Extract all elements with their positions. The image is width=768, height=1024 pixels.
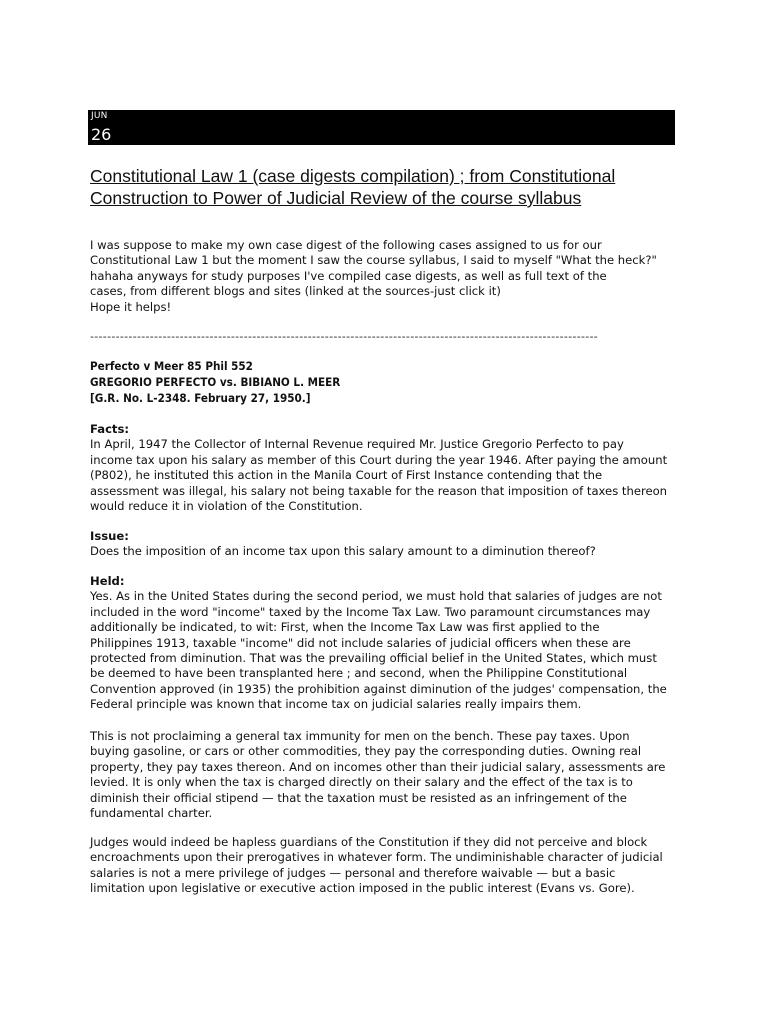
intro-line: Hope it helps!: [90, 299, 172, 314]
intro-line: hahaha anyways for study purposes I've compiled case digests, as well as full text of the: [90, 268, 607, 283]
case-short-title: Perfecto v Meer 85 Phil 552: [90, 359, 253, 373]
paragraph-line: buying gasoline, or cars or other commodities, they pay the corresponding duties. Owning real: [90, 744, 642, 759]
issue-line: Does the imposition of an income tax upon this salary amount to a diminution thereof?: [90, 544, 596, 559]
paragraph-line: fundamental charter.: [90, 806, 213, 821]
paragraph-line: levied. It is only when the tax is charged directly on their salary and the effect of the tax is to: [90, 775, 633, 790]
case-parties: GREGORIO PERFECTO vs. BIBIANO L. MEER: [90, 374, 341, 389]
post-date-bar: [88, 110, 675, 145]
facts-section: [90, 422, 690, 514]
case-citation: [G.R. No. L-2348. February 27, 1950.]: [90, 390, 311, 405]
held-line: Yes. As in the United States during the second period, we must hold that salaries of judges are not: [90, 589, 662, 604]
intro-line: I was suppose to make my own case digest of the following cases assigned to us for our: [90, 238, 602, 252]
paragraph-line: property, they pay taxes thereon. And on incomes other than their judicial salary, assessments are: [90, 759, 666, 774]
post-date-day: 26: [91, 125, 112, 144]
facts-line: (P802), he instituted this action in the Manila Court of First Instance contending that the: [90, 468, 603, 483]
held-label: Held:: [90, 574, 125, 588]
facts-label: Facts:: [90, 422, 130, 436]
intro-paragraph: [90, 238, 690, 315]
intro-line: cases, from different blogs and sites (linked at the sources-just click it): [90, 284, 501, 299]
held-line: included in the word "income" taxed by the Income Tax Law. Two paramount circumstances may: [90, 604, 651, 619]
held-line: Federal principle was known that income tax on judicial salaries really impairs them.: [90, 697, 582, 712]
issue-label: Issue:: [90, 529, 129, 543]
separator-line: -----------------------------------------------------------------------------------------------------------------------: [90, 330, 599, 343]
held-paragraph-2: [90, 729, 690, 821]
facts-line: would reduce it in violation of the Constitution.: [90, 499, 363, 514]
held-line: protected from diminution. That was the prevailing official belief in the United States, which must: [90, 651, 657, 666]
paragraph-line: diminish their official stipend — that the taxation must be resisted as an infringement of the: [90, 790, 627, 805]
issue-section: [90, 529, 690, 560]
facts-line: income tax upon his salary as member of this Court during the year 1946. After paying the amount: [90, 452, 668, 467]
paragraph-line: This is not proclaiming a general tax immunity for men on the bench. These pay taxes. Upon: [90, 729, 630, 743]
intro-line: Constitutional Law 1 but the moment I saw the course syllabus, I said to myself "What the heck?": [90, 253, 657, 268]
held-line: be deemed to have been transplanted here ; and second, when the Philippine Constitutional: [90, 666, 628, 681]
facts-line: assessment was illegal, his salary not being taxable for the reason that imposition of taxes thereon: [90, 483, 668, 498]
held-paragraph-3: [90, 835, 690, 897]
paragraph-line: limitation upon legislative or executive action imposed in the public interest (Evans vs. Gore).: [90, 881, 635, 896]
held-line: Convention approved (in 1935) the prohibition against diminution of the judges' compensation, the: [90, 681, 667, 696]
case-heading: [90, 359, 690, 406]
paragraph-line: encroachments upon their prerogatives in whatever form. The undiminishable character of judicial: [90, 850, 663, 865]
held-line: Philippines 1913, taxable "income" did not include salaries of judicial officers when these are: [90, 635, 631, 650]
held-line: additionally be indicated, to wit: First, when the Income Tax Law was first applied to the: [90, 620, 600, 635]
held-section: [90, 574, 690, 713]
post-title[interactable]: Constitutional Law 1 (case digests compilation) ; from Constitutional Construction to Power of Judicial Review of the course syllabus: [90, 166, 616, 208]
post-date-month: JUN: [91, 111, 108, 121]
facts-line: In April, 1947 the Collector of Internal Revenue required Mr. Justice Gregorio Perfecto to pay: [90, 437, 624, 452]
paragraph-line: Judges would indeed be hapless guardians of the Constitution if they did not perceive and block: [90, 835, 648, 849]
paragraph-line: salaries is not a mere privilege of judges — personal and therefore waivable — but a basic: [90, 865, 616, 880]
